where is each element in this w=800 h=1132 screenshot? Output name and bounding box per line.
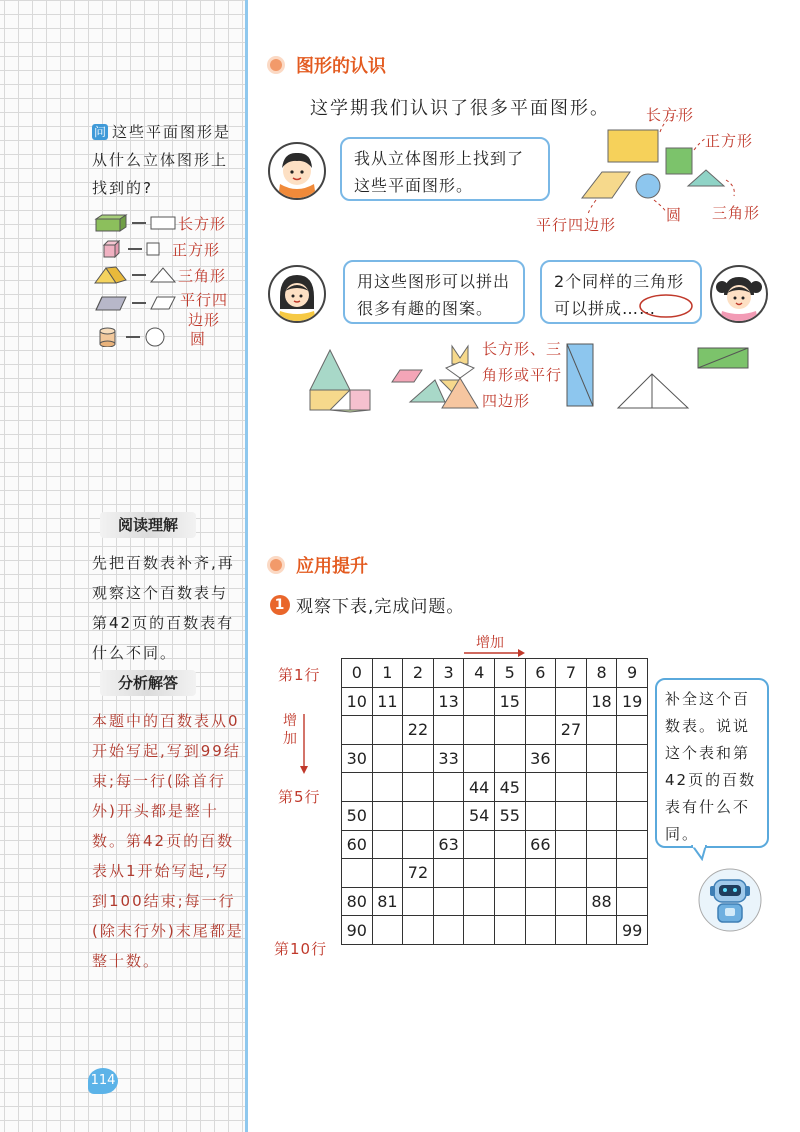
- section-title-text: 应用提升: [296, 556, 368, 577]
- grid-cell: 4: [464, 659, 495, 688]
- analysis-text: 本题中的百数表从0开始写起,写到99结束;每一行(除首行外)开头都是整十数。第42页的百数表从1开始写起,写到100结束;每一行(除末行外)末尾都是整十数。: [92, 712, 244, 970]
- grid-cell: 18: [586, 687, 617, 716]
- grid-row: [342, 773, 648, 802]
- grid-cell[interactable]: [525, 887, 556, 916]
- grid-cell[interactable]: [494, 916, 525, 945]
- triangular-prism-icon: [94, 266, 128, 284]
- label-rectangle: 长方形: [646, 106, 695, 124]
- girl2-avatar: [710, 265, 768, 323]
- grid-row: [342, 859, 648, 888]
- grid-row: [342, 716, 648, 745]
- tangram-bird-illustration: [300, 340, 460, 415]
- question-text: 观察下表,完成问题。: [296, 597, 465, 617]
- grid-cell: 6: [525, 659, 556, 688]
- grid-cell[interactable]: [403, 773, 434, 802]
- grid-cell[interactable]: [556, 744, 587, 773]
- grid-cell: 0: [342, 659, 373, 688]
- grid-row: [342, 830, 648, 859]
- parallelogram-icon: [150, 296, 176, 310]
- grid-cell[interactable]: [556, 773, 587, 802]
- increase-label-vertical: 增加: [283, 713, 297, 747]
- cube-icon: [102, 240, 120, 258]
- shape-label: 正方形: [172, 240, 221, 259]
- triangle-icon: [150, 267, 176, 283]
- square-icon: [146, 242, 160, 256]
- intro-text: 这学期我们认识了很多平面图形。: [310, 98, 610, 119]
- triangle-from-triangles: [616, 370, 690, 410]
- grid-cell[interactable]: [617, 887, 648, 916]
- grid-cell[interactable]: [433, 801, 464, 830]
- girl-speech-bubble: [343, 260, 525, 324]
- sidebar-question-text: 这些平面图形是从什么立体图形上找到的?: [92, 123, 232, 197]
- grid-cell: 30: [342, 744, 373, 773]
- row-label-10: 第10行: [274, 940, 328, 958]
- grid-cell[interactable]: [433, 887, 464, 916]
- label-circle: 圆: [666, 206, 683, 224]
- rectangle-icon: [150, 216, 176, 230]
- grid-cell[interactable]: [372, 801, 403, 830]
- section-title-text: 图形的认识: [296, 56, 386, 77]
- grid-cell[interactable]: [525, 687, 556, 716]
- grid-cell[interactable]: [342, 716, 373, 745]
- robot-icon: [698, 868, 762, 932]
- grid-cell[interactable]: [494, 887, 525, 916]
- grid-cell[interactable]: [525, 801, 556, 830]
- grid-row: [342, 687, 648, 716]
- grid-cell: 22: [403, 716, 434, 745]
- section-title-shapes: [270, 52, 386, 78]
- grid-cell: 27: [556, 716, 587, 745]
- grid-cell[interactable]: [372, 744, 403, 773]
- question-number: 1: [270, 595, 290, 615]
- parallelogram-shape: [582, 172, 630, 198]
- girl-avatar: [268, 265, 326, 323]
- grid-cell[interactable]: [586, 773, 617, 802]
- shape-label: 三角形: [178, 266, 227, 285]
- grid-cell[interactable]: [464, 859, 495, 888]
- shape-row-cuboid: [94, 212, 226, 234]
- analysis-title: 分析解答: [100, 670, 196, 696]
- circle-shape: [636, 174, 660, 198]
- sidebar-question: [92, 118, 242, 202]
- reading-text: 先把百数表补齐,再观察这个百数表与第42页的百数表有什么不同。: [92, 554, 235, 662]
- shape-row-cube: [94, 238, 220, 260]
- grid-cell[interactable]: [556, 859, 587, 888]
- square-shape: [666, 148, 692, 174]
- grid-cell[interactable]: [586, 859, 617, 888]
- grid-cell: 63: [433, 830, 464, 859]
- grid-cell[interactable]: [617, 801, 648, 830]
- grid-cell[interactable]: [617, 744, 648, 773]
- grid-cell[interactable]: [556, 887, 587, 916]
- grid-cell[interactable]: [617, 859, 648, 888]
- grid-cell[interactable]: [556, 687, 587, 716]
- grid-cell[interactable]: [494, 830, 525, 859]
- grid-cell: 7: [556, 659, 587, 688]
- boy-face-icon: [270, 144, 324, 198]
- grid-cell[interactable]: [342, 773, 373, 802]
- section-title-application: [270, 552, 368, 578]
- arrow-down-icon: [298, 712, 310, 776]
- grid-cell[interactable]: [464, 687, 495, 716]
- girl2-speech-text: 2个同样的三角形可以拼成……: [554, 272, 685, 318]
- grid-cell[interactable]: [372, 916, 403, 945]
- increase-label-horizontal: 增加: [476, 635, 504, 651]
- ellipsis-highlight: [638, 292, 694, 320]
- grid-cell: 36: [525, 744, 556, 773]
- grid-cell: 13: [433, 687, 464, 716]
- grid-row: [342, 744, 648, 773]
- grid-cell[interactable]: [586, 830, 617, 859]
- shape-row-prism: [94, 264, 226, 286]
- answer-note: 长方形、三角形或平行四边形: [482, 340, 563, 410]
- bullet-icon: [270, 559, 282, 571]
- grid-cell[interactable]: [372, 859, 403, 888]
- grid-cell: 60: [342, 830, 373, 859]
- grid-cell[interactable]: [556, 830, 587, 859]
- bullet-icon: [270, 59, 282, 71]
- grid-cell: 44: [464, 773, 495, 802]
- grid-cell[interactable]: [556, 916, 587, 945]
- grid-cell[interactable]: [403, 744, 434, 773]
- label-square: 正方形: [705, 132, 754, 150]
- bubble-tail: [690, 845, 710, 861]
- grid-cell: 1: [372, 659, 403, 688]
- grid-cell[interactable]: [464, 887, 495, 916]
- hundred-chart: [341, 658, 648, 945]
- grid-cell: 3: [433, 659, 464, 688]
- girl-face-icon: [270, 267, 324, 321]
- grid-cell[interactable]: [372, 830, 403, 859]
- reading-title: 阅读理解: [100, 512, 196, 538]
- grid-row: [342, 801, 648, 830]
- label-triangle: 三角形: [712, 204, 761, 222]
- arrow-right-icon: [462, 648, 526, 658]
- boy-avatar: [268, 142, 326, 200]
- grid-cell: 50: [342, 801, 373, 830]
- label-parallelogram: 平行四边形: [536, 216, 617, 234]
- grid-cell[interactable]: [372, 716, 403, 745]
- grid-cell: 10: [342, 687, 373, 716]
- grid-cell: 9: [617, 659, 648, 688]
- grid-cell[interactable]: [617, 830, 648, 859]
- grid-cell[interactable]: [494, 716, 525, 745]
- grid-cell[interactable]: [433, 916, 464, 945]
- grid-cell: 19: [617, 687, 648, 716]
- grid-cell[interactable]: [433, 859, 464, 888]
- grid-cell[interactable]: [525, 716, 556, 745]
- shape-label-circle: 圆: [190, 330, 206, 348]
- grid-cell[interactable]: [342, 859, 373, 888]
- grid-cell: 72: [403, 859, 434, 888]
- grid-cell: 66: [525, 830, 556, 859]
- grid-cell[interactable]: [433, 773, 464, 802]
- robot-speech-bubble: [655, 678, 769, 848]
- girl-speech-text: 用这些图形可以拼出很多有趣的图案。: [357, 272, 511, 318]
- question-1: [270, 592, 464, 617]
- grid-cell[interactable]: [464, 716, 495, 745]
- rectangle-from-triangles: [566, 343, 596, 409]
- grid-cell: 45: [494, 773, 525, 802]
- grid-cell[interactable]: [494, 744, 525, 773]
- grid-cell[interactable]: [403, 801, 434, 830]
- shape-row-parallelepiped: [94, 292, 176, 314]
- grid-cell[interactable]: [556, 801, 587, 830]
- grid-cell: 88: [586, 887, 617, 916]
- grid-row: [342, 659, 648, 688]
- question-badge: 问: [93, 125, 106, 139]
- grid-cell[interactable]: [586, 716, 617, 745]
- circle-icon: [144, 326, 166, 348]
- grid-cell[interactable]: [586, 744, 617, 773]
- parallelepiped-icon: [94, 294, 128, 312]
- grid-cell: 8: [586, 659, 617, 688]
- grid-cell: 33: [433, 744, 464, 773]
- page-number: 114: [88, 1068, 118, 1094]
- grid-cell[interactable]: [403, 887, 434, 916]
- grid-cell[interactable]: [617, 716, 648, 745]
- cylinder-icon: [98, 327, 118, 347]
- grid-cell[interactable]: [525, 916, 556, 945]
- row-label-1: 第1行: [278, 666, 321, 684]
- grid-cell[interactable]: [586, 801, 617, 830]
- triangle-shape: [688, 170, 724, 186]
- grid-cell[interactable]: [433, 716, 464, 745]
- cuboid-icon: [94, 214, 128, 232]
- boy-speech-bubble: [340, 137, 550, 201]
- grid-row: [342, 916, 648, 945]
- grid-cell[interactable]: [586, 916, 617, 945]
- row-label-5: 第5行: [278, 788, 321, 806]
- grid-cell[interactable]: [464, 744, 495, 773]
- girl2-face-icon: [712, 267, 766, 321]
- grid-cell: 55: [494, 801, 525, 830]
- grid-cell[interactable]: [372, 773, 403, 802]
- grid-cell[interactable]: [464, 916, 495, 945]
- parallelogram-from-triangles: [694, 346, 752, 370]
- grid-cell: 81: [372, 887, 403, 916]
- grid-cell[interactable]: [403, 687, 434, 716]
- robot-avatar: [698, 868, 762, 932]
- grid-cell[interactable]: [525, 773, 556, 802]
- grid-cell: 15: [494, 687, 525, 716]
- grid-cell[interactable]: [403, 916, 434, 945]
- robot-speech-text: 补全这个百数表。说说这个表和第42页的百数表有什么不同。: [665, 690, 757, 843]
- grid-cell: 11: [372, 687, 403, 716]
- grid-cell[interactable]: [617, 773, 648, 802]
- grid-cell[interactable]: [525, 859, 556, 888]
- grid-cell: 5: [494, 659, 525, 688]
- sidebar: [0, 0, 248, 1132]
- grid-cell: 80: [342, 887, 373, 916]
- rectangle-shape: [608, 130, 658, 162]
- grid-cell: 90: [342, 916, 373, 945]
- shape-row-cylinder: [94, 326, 166, 348]
- shape-label: 长方形: [178, 214, 227, 233]
- shape-label-parallelogram: 平行四边形: [179, 291, 228, 329]
- grid-cell[interactable]: [494, 859, 525, 888]
- grid-cell: 2: [403, 659, 434, 688]
- grid-cell[interactable]: [403, 830, 434, 859]
- grid-cell: 54: [464, 801, 495, 830]
- grid-row: [342, 887, 648, 916]
- grid-cell[interactable]: [464, 830, 495, 859]
- boy-speech-text: 我从立体图形上找到了这些平面图形。: [354, 149, 525, 195]
- grid-cell: 99: [617, 916, 648, 945]
